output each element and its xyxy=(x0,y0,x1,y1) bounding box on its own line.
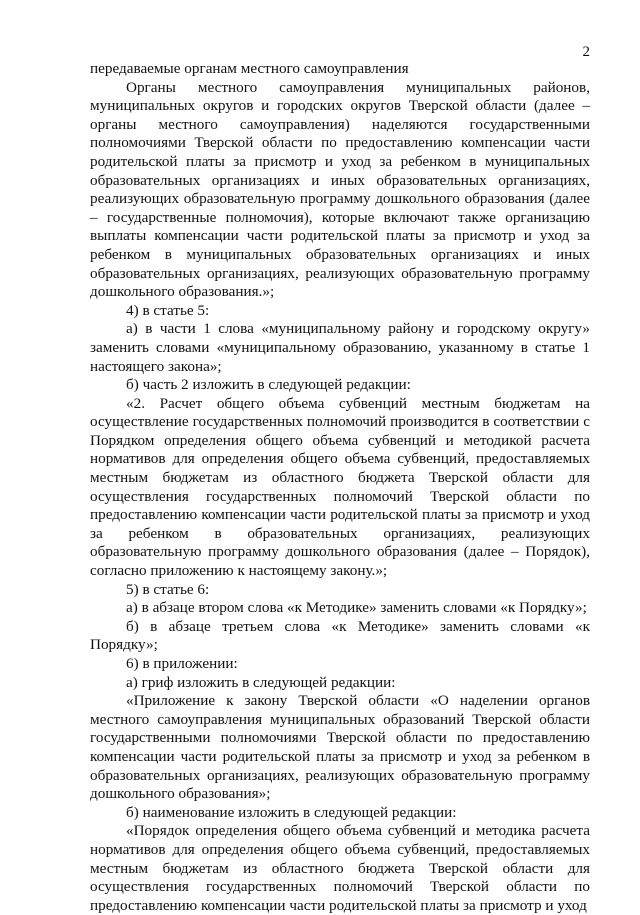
paragraph: б) часть 2 изложить в следующей редакции: xyxy=(126,376,411,394)
paragraph: 6) в приложении: xyxy=(126,655,238,672)
paragraph: а) в абзаце втором слова «к Методике» заменить словами «к Порядку»; xyxy=(126,599,587,617)
paragraph: Органы местного самоуправления муниципальных районов, муниципальных округов и городских округов Тверской области (далее – органы местного самоуправления) наделяются государственными полномочиями Тверской области по предоставлению компенсации части родительской платы за присмотр и уход за ребенком в муниципальных образовательных организациях и иных образовательных организациях, реализующих образовательную программу дошкольного образования (далее – государственные полномочия), которые включают также организацию выплаты компенсации части родительской платы за присмотр и уход за ребенком в муниципальных образовательных организациях и иных образовательных организациях, реализующих образовательную программу дошкольного образования.»; xyxy=(90,78,590,301)
paragraph: а) гриф изложить в следующей редакции: xyxy=(126,673,396,691)
page-number: 2 xyxy=(582,44,590,60)
paragraph: 5) в статье 6: xyxy=(126,580,210,598)
paragraph: передаваемые органам местного самоуправления xyxy=(90,60,409,77)
paragraph: «Порядок определения общего объема субвенций и методика расчета нормативов для определения общего объема субвенций, предоставляемых местным бюджетам из областного бюджета Тверской области для осуществления государственных полномочий Тверской области по предоставлению компенсации части родительской платы за присмотр и уход xyxy=(90,822,590,914)
paragraph: а) в части 1 слова «муниципальному району и городскому округу» заменить словами «муниципальному образованию, указанному в статье 1 настоящего закона»; xyxy=(90,320,590,375)
paragraph: 4) в статье 5: xyxy=(126,301,210,319)
paragraph: б) в абзаце третьем слова «к Методике» заменить словами «к Порядку»; xyxy=(90,617,590,654)
paragraph: б) наименование изложить в следующей редакции: xyxy=(126,803,457,821)
document-body xyxy=(90,60,590,915)
paragraph: «2. Расчет общего объема субвенций местным бюджетам на осуществление государственных полномочий производится в соответствии с Порядком определения общего объема субвенций и методикой расчета нормативов для определения общего объема субвенций, предоставляемых местным бюджетам из областного бюджета Тверской области для осуществления государственных полномочий Тверской области по предоставлению компенсации части родительской платы за присмотр и уход за ребенком в образовательных организациях, реализующих образовательную программу дошкольного образования (далее – Порядок), согласно приложению к настоящему закону.»; xyxy=(90,394,590,580)
paragraph: «Приложение к закону Тверской области «О наделении органов местного самоуправления муниципальных образований Тверской области государственными полномочиями Тверской области по предоставлению компенсации части родительской платы за присмотр и уход за ребенком в образовательных организациях, реализующих образовательную программу дошкольного образования»; xyxy=(90,692,590,803)
